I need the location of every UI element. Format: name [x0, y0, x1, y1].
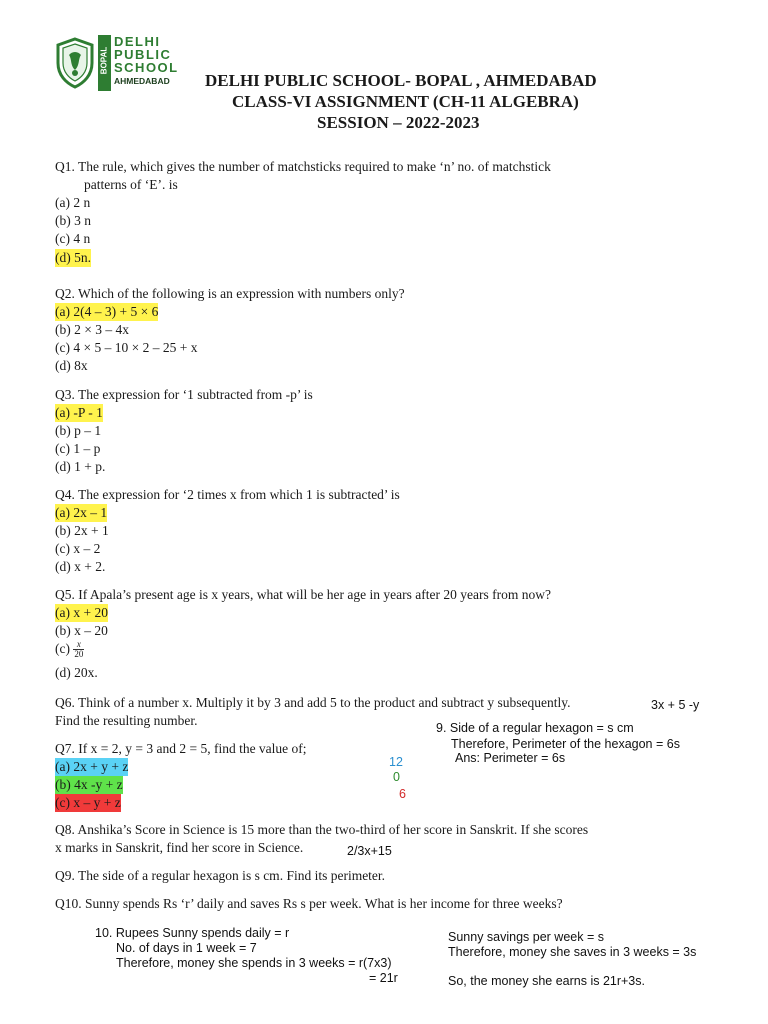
q7-text: Q7. If x = 2, y = 3 and 2 = 5, find the value of;	[55, 741, 307, 756]
q5-option-a-highlighted: (a) x + 20	[55, 605, 108, 620]
q9-text: Q9. The side of a regular hexagon is s cm. Find its perimeter.	[55, 868, 386, 883]
q4-text: Q4. The expression for ‘2 times x from which 1 is subtracted’ is	[55, 487, 400, 502]
q2-option-d: (d) 8x	[55, 358, 88, 373]
logo-side-band	[98, 35, 111, 91]
q5-option-b: (b) x – 20	[55, 623, 108, 638]
q3-option-c: (c) 1 – p	[55, 441, 101, 456]
session-heading: SESSION – 2022-2023	[317, 113, 480, 132]
q8-handwritten-answer: 2/3x+15	[347, 844, 392, 858]
fraction-denominator: 20	[74, 649, 84, 660]
q6-text-cont: Find the resulting number.	[55, 713, 198, 728]
q10-answer-right-1: Sunny savings per week = s	[448, 930, 604, 944]
logo-city: AHMEDABAD	[114, 76, 170, 86]
q7-option-a-highlighted: (a) 2x + y + z	[55, 759, 129, 774]
q7-option-c-highlighted: (c) x – y + z	[55, 795, 121, 810]
q10-answer-right-2: Therefore, money she saves in 3 weeks = 3s	[448, 945, 697, 959]
q5-option-c-label: (c)	[55, 641, 70, 656]
q5-option-c	[55, 640, 84, 659]
fraction-numerator: x	[73, 640, 84, 650]
logo-word-1: DELHI	[114, 34, 161, 49]
q10-answer-right-3: So, the money she earns is 21r+3s.	[448, 974, 645, 988]
assignment-heading: CLASS-VI ASSIGNMENT (CH-11 ALGEBRA)	[232, 92, 579, 111]
school-logo	[54, 34, 179, 93]
q7-answer-b: 0	[393, 770, 400, 784]
q5-option-d: (d) 20x.	[55, 665, 98, 680]
q8-text: Q8. Anshika’s Score in Science is 15 more than the two-third of her score in Sanskrit. If she scores	[55, 822, 589, 837]
q10-answer-left-4: = 21r	[369, 971, 398, 985]
q1-option-d-highlighted: (d) 5n.	[55, 250, 91, 265]
q6-handwritten-answer: 3x + 5 -y	[651, 698, 700, 712]
q10-text: Q10. Sunny spends Rs ‘r’ daily and saves Rs s per week. What is her income for three weeks?	[55, 896, 563, 911]
q9-answer-line-3: Ans: Perimeter = 6s	[455, 751, 566, 765]
logo-side-text: BOPAL	[99, 46, 109, 75]
q1-text: Q1. The rule, which gives the number of matchsticks required to make ‘n’ no. of matchstick	[55, 159, 551, 174]
q3-option-a-highlighted: (a) -P - 1	[55, 405, 103, 420]
logo-word-3: SCHOOL	[114, 60, 179, 75]
q1-option-b: (b) 3 n	[55, 213, 91, 228]
q2-option-b: (b) 2 × 3 – 4x	[55, 322, 129, 337]
q10-answer-left-3: Therefore, money she spends in 3 weeks = r(7x3)	[116, 956, 392, 970]
q5-text: Q5. If Apala’s present age is x years, what will be her age in years after 20 years from now?	[55, 587, 551, 602]
logo-word-2: PUBLIC	[114, 47, 172, 62]
q7-option-b-highlighted: (b) 4x -y + z	[55, 777, 123, 792]
q6-text: Q6. Think of a number x. Multiply it by 3 and add 5 to the product and subtract y subsequently.	[55, 695, 571, 710]
q7-answer-c: 6	[399, 787, 406, 801]
q2-text: Q2. Which of the following is an expression with numbers only?	[55, 286, 405, 301]
q10-answer-left-2: No. of days in 1 week = 7	[116, 941, 257, 955]
q9-answer-line-2: Therefore, Perimeter of the hexagon = 6s	[451, 737, 680, 751]
q4-option-d: (d) x + 2.	[55, 559, 106, 574]
q4-option-b: (b) 2x + 1	[55, 523, 109, 538]
q1-text-cont: patterns of ‘E’. is	[84, 177, 178, 192]
q3-option-d: (d) 1 + p.	[55, 459, 106, 474]
q3-option-b: (b) p – 1	[55, 423, 102, 438]
q2-option-a-highlighted: (a) 2(4 – 3) + 5 × 6	[55, 304, 159, 319]
q10-answer-left-1: 10. Rupees Sunny spends daily = r	[95, 926, 290, 940]
q5-option-c-fraction	[73, 640, 84, 659]
q1-option-a: (a) 2 n	[55, 195, 91, 210]
q1-option-c: (c) 4 n	[55, 231, 91, 246]
q3-text: Q3. The expression for ‘1 subtracted from -p’ is	[55, 387, 313, 402]
q4-option-a-highlighted: (a) 2x – 1	[55, 505, 108, 520]
q8-text-cont: x marks in Sanskrit, find her score in Science.	[55, 840, 304, 855]
q7-answer-a: 12	[389, 755, 403, 769]
q2-option-c: (c) 4 × 5 – 10 × 2 – 25 + x	[55, 340, 198, 355]
school-name-heading: DELHI PUBLIC SCHOOL- BOPAL , AHMEDABAD	[205, 71, 597, 90]
school-emblem-icon	[54, 37, 96, 89]
q9-answer-line-1: 9. Side of a regular hexagon = s cm	[436, 721, 634, 735]
q4-option-c: (c) x – 2	[55, 541, 101, 556]
